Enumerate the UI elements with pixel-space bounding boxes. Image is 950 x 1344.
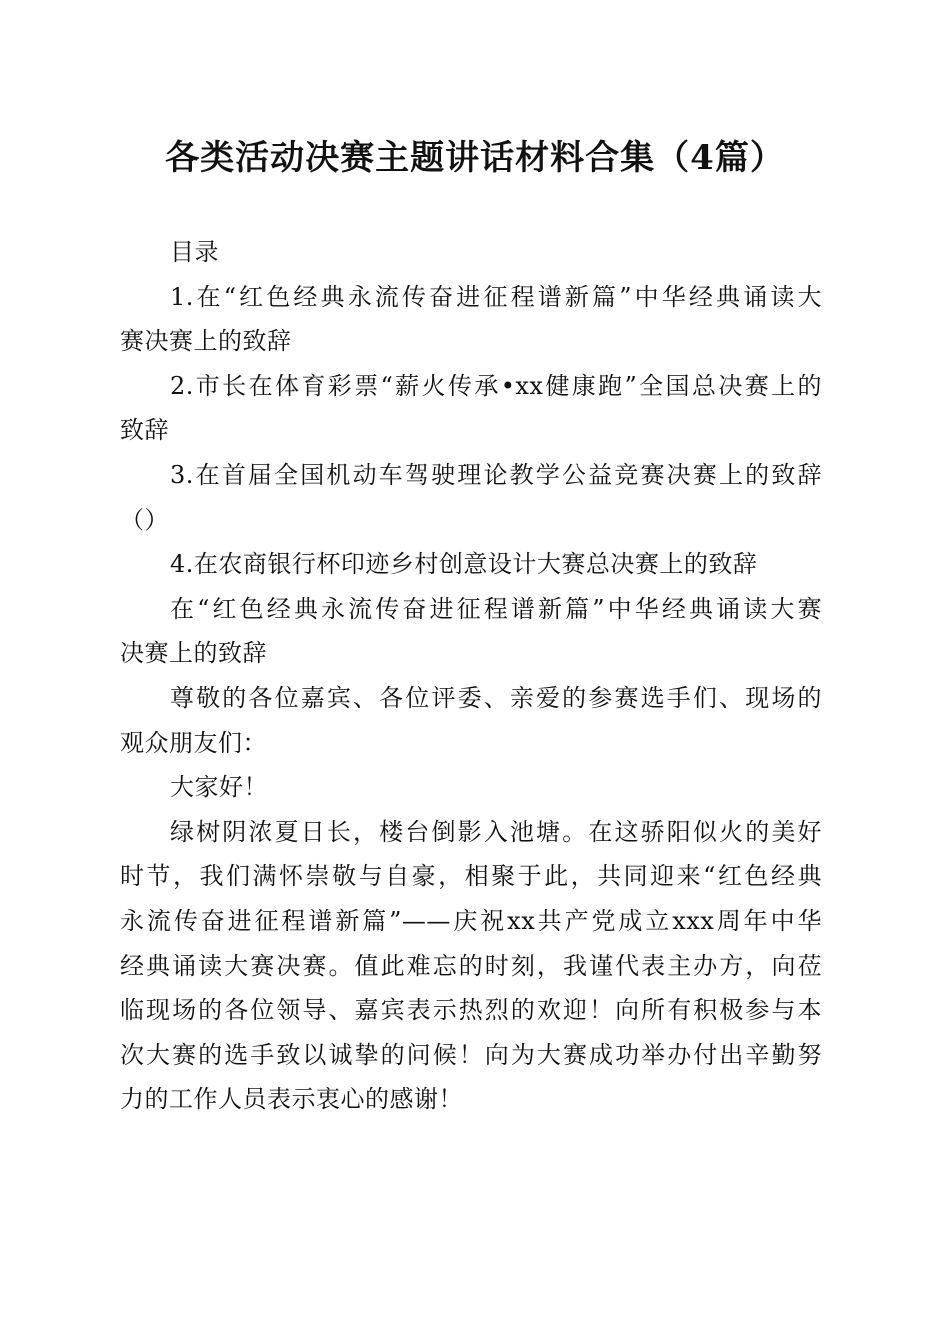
paragraph-1-line-5: 临现场的各位领导、嘉宾表示热烈的欢迎！向所有积极参与本 bbox=[120, 996, 822, 1025]
toc-item-1 bbox=[120, 275, 822, 364]
paragraph-1-line-7: 力的工作人员表示衷心的感谢！ bbox=[120, 1085, 463, 1114]
paragraph-1-line-1: 绿树阴浓夏日长，楼台倒影入池塘。在这骄阳似火的美好 bbox=[170, 817, 822, 846]
toc-item-3 bbox=[120, 453, 822, 542]
toc-item-4 bbox=[120, 542, 822, 587]
speech-salutation bbox=[120, 676, 822, 765]
toc-item-2 bbox=[120, 364, 822, 453]
document-body bbox=[120, 230, 822, 1122]
toc-item-1-line-2: 赛决赛上的致辞 bbox=[120, 327, 292, 356]
paragraph-1-line-3: 永流传奋进征程谱新篇”——庆祝xx共产党成立xxx周年中华 bbox=[120, 906, 822, 935]
paragraph-1-line-6: 次大赛的选手致以诚挚的问候！向为大赛成功举办付出辛勤努 bbox=[120, 1040, 822, 1069]
speech-title bbox=[120, 587, 822, 676]
paragraph-1-line-4: 经典诵读大赛决赛。值此难忘的时刻，我谨代表主办方，向莅 bbox=[120, 951, 822, 980]
toc-item-2-line-1: 2.市长在体育彩票“薪火传承•xx健康跑”全国总决赛上的 bbox=[170, 371, 822, 400]
salutation-line-1: 尊敬的各位嘉宾、各位评委、亲爱的参赛选手们、现场的 bbox=[170, 683, 822, 712]
toc-item-2-line-2: 致辞 bbox=[120, 416, 169, 445]
toc-heading: 目录 bbox=[170, 238, 219, 266]
toc-item-3-line-2: （） bbox=[120, 505, 169, 534]
speech-title-line-2: 决赛上的致辞 bbox=[120, 639, 267, 668]
speech-paragraph-1 bbox=[120, 810, 822, 1122]
speech-greeting: 大家好！ bbox=[170, 773, 268, 802]
speech-title-line-1: 在“红色经典永流传奋进征程谱新篇”中华经典诵读大赛 bbox=[170, 594, 822, 623]
toc-item-1-line-1: 1.在“红色经典永流传奋进征程谱新篇”中华经典诵读大 bbox=[170, 282, 822, 311]
toc-item-4-line-1: 4.在农商银行杯印迹乡村创意设计大赛总决赛上的致辞 bbox=[170, 550, 758, 579]
toc-item-3-line-1: 3.在首届全国机动车驾驶理论教学公益竞赛决赛上的致辞 bbox=[170, 460, 822, 489]
salutation-line-2: 观众朋友们： bbox=[120, 728, 267, 757]
document-title: 各类活动决赛主题讲话材料合集（4篇） bbox=[165, 138, 785, 178]
paragraph-1-line-2: 时节，我们满怀崇敬与自豪，相聚于此，共同迎来“红色经典 bbox=[120, 862, 822, 891]
